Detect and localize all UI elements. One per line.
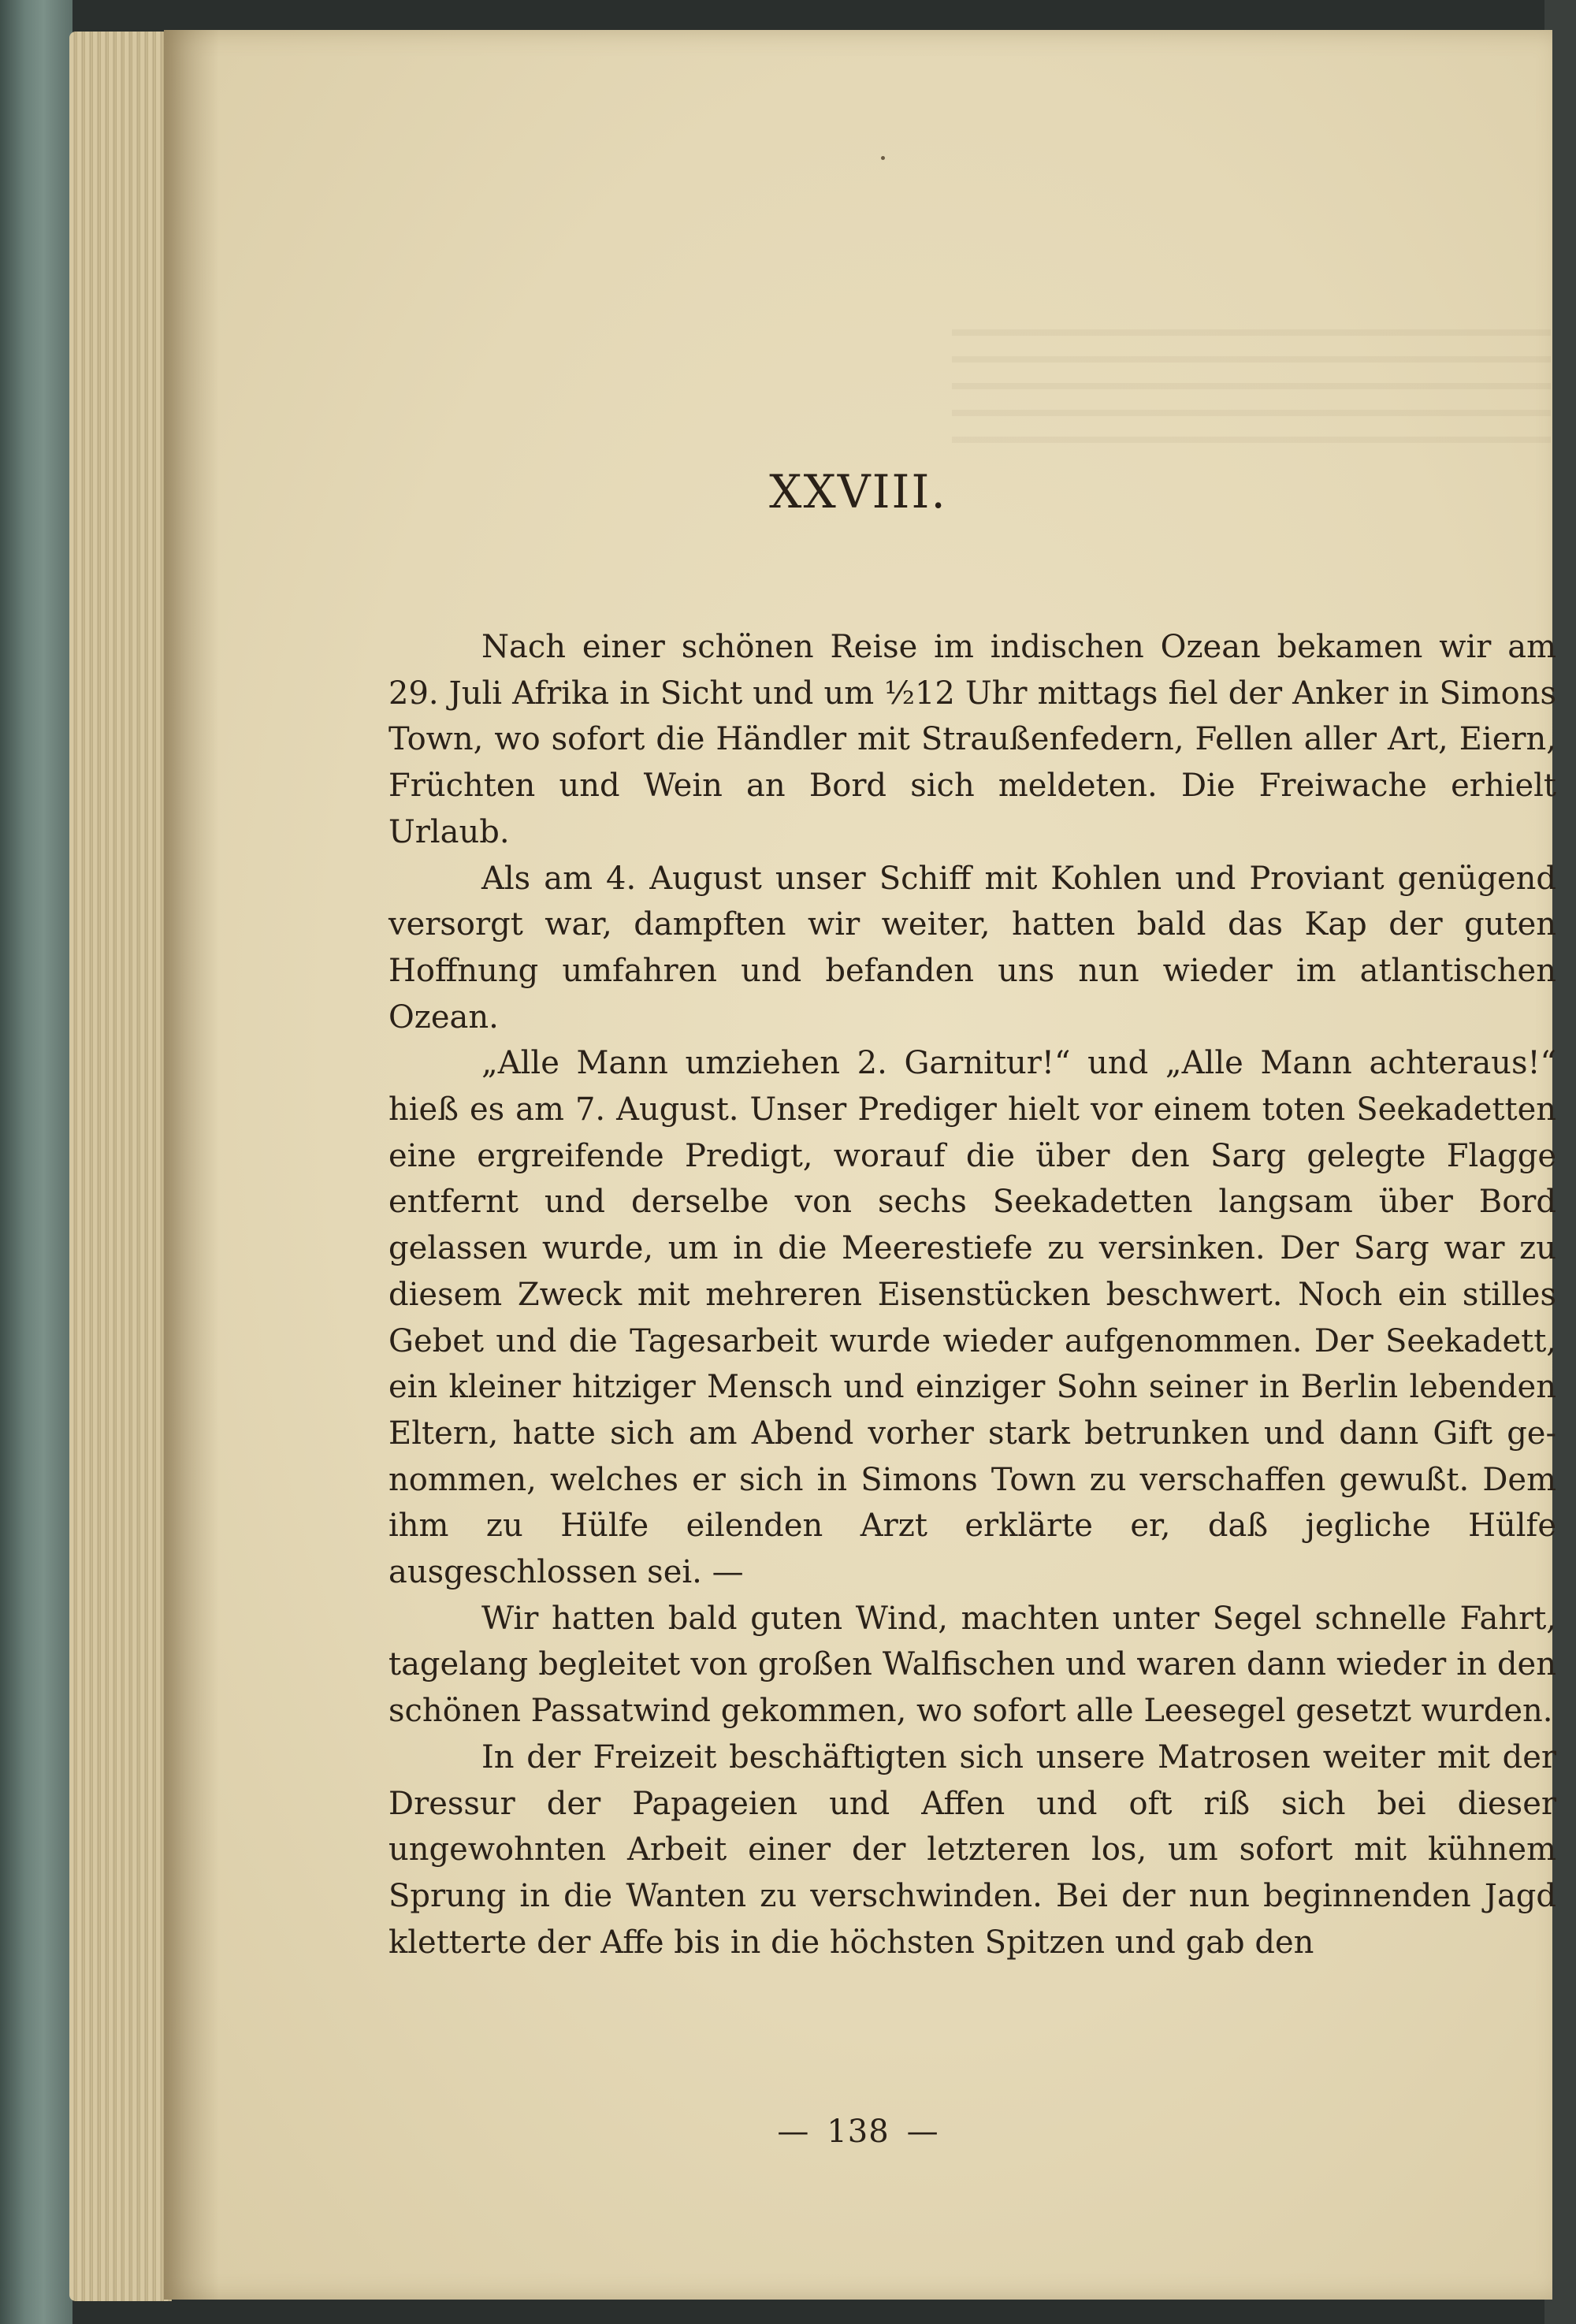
paragraph: Wir hatten bald guten Wind, machten unter Segel schnelle Fahrt, tagelang begleitet von großen Walfischen und waren dann wieder in den schönen Passatwind gekommen, wo sofort alle Leesegel gesetzt wurden. [388, 1600, 1556, 1730]
dash-right: — [906, 2114, 939, 2150]
paragraph: In der Freizeit beschäftigten sich unsere Matrosen weiter mit der Dressur der Papageien und Affen und oft riß sich bei dieser ungewohnten Arbeit einer der letzteren los, um sofort mit kühnem Sprung in die Wanten zu verschwinden. Bei der nun beginnenden Jagd kletterte der Affe bis in die höchsten Spitzen und gab den [388, 1738, 1556, 1961]
ink-speck [881, 156, 885, 160]
chapter-heading: XXVIII. [769, 465, 947, 519]
page-number: 138 [827, 2114, 890, 2150]
page-number-footer [164, 2114, 1552, 2150]
paragraph: Als am 4. August unser Schiff mit Kohlen und Proviant genügend versorgt war, dampften wir weiter, hatten bald das Kap der guten Hoffnung umfahren und befanden uns nun wieder im atlantischen Ozean. [388, 860, 1556, 1036]
dash-left: — [777, 2114, 810, 2150]
book-page [164, 30, 1556, 2300]
paragraph: Nach einer schönen Reise im indischen Ozean bekamen wir am 29. Juli Afrika in Sicht und um ½12 Uhr mittags fiel der Anker in Simons Town, wo sofort die Händler mit Straußenfedern, Fellen aller Art, Eiern, Früchten und Wein an Bord sich meldeten. Die Freiwache erhielt Urlaub. [388, 629, 1556, 850]
show-through-text [952, 329, 1551, 456]
page-edges [69, 32, 172, 2301]
book-cover-edge [0, 0, 72, 2324]
paragraph: „Alle Mann umziehen 2. Garnitur!“ und „Alle Mann achteraus!“ hieß es am 7. August. Unser Prediger hielt vor einem toten Seekadetten eine ergreifende Predigt, worauf die über den Sarg gelegte Flagge entfernt und derselbe von sechs Seekadetten langsam über Bord gelassen wurde, um in die Meerestiefe zu versinken. Der Sarg war zu diesem Zweck mit mehreren Eisenstücken beschwert. Noch ein stilles Gebet und die Tagesarbeit wurde wieder aufgenommen. Der Seekadett, ein kleiner hitziger Mensch und einziger Sohn seiner in Berlin lebenden Eltern, hatte sich am Abend vorher stark betrunken und dann Gift genommen, welches er sich in Simons Town zu verschaffen gewußt. Dem ihm zu Hülfe eilenden Arzt erklärte er, daß jegliche Hülfe ausgeschlossen sei. — [388, 1045, 1556, 1591]
body-text [388, 624, 1556, 1965]
gutter-shadow [164, 30, 219, 2300]
